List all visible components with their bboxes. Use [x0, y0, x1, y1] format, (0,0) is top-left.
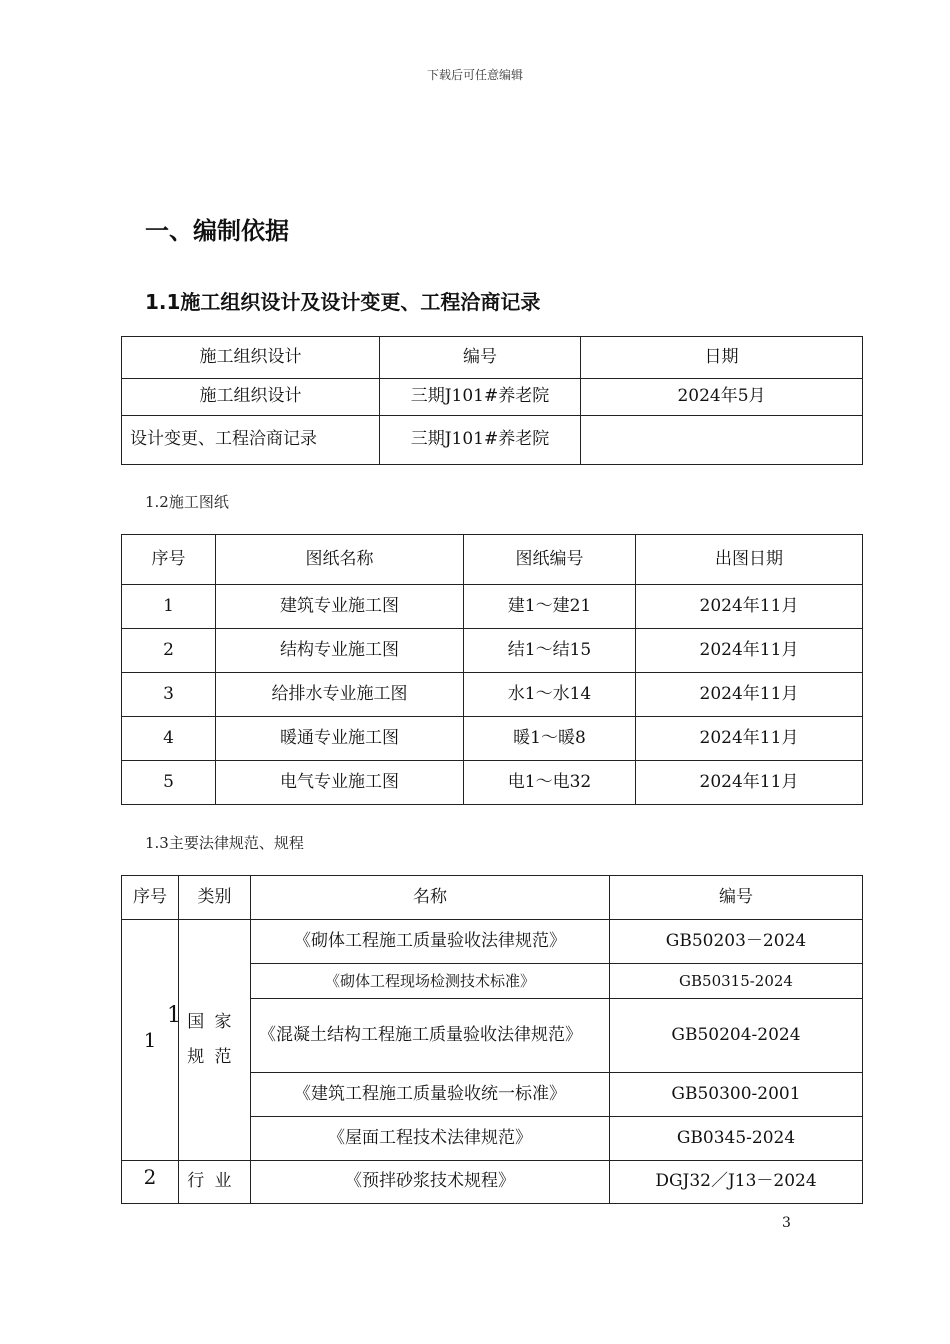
table-row: [122, 717, 863, 761]
table-row: [122, 585, 863, 629]
regulations-table: [121, 875, 863, 1204]
section-1-3-title: 1.3主要法律规范、规程: [145, 834, 304, 852]
table-cell: 结1～结15: [464, 629, 636, 673]
table-cell: 2024年11月: [636, 629, 863, 673]
table-cell: 3: [122, 673, 216, 717]
heading-1: 一、编制依据: [145, 217, 289, 245]
group-index: 2: [122, 1161, 179, 1204]
table-row: [122, 629, 863, 673]
section-1-2-title: 1.2施工图纸: [145, 493, 229, 511]
table-row: [122, 1161, 863, 1204]
group-index: 1: [122, 920, 179, 1161]
table-row: [122, 761, 863, 805]
category-line: 规范: [187, 1047, 242, 1067]
stray-number: 1: [167, 1003, 181, 1028]
table-cell: 三期J101#养老院: [380, 416, 581, 465]
table-cell: 1: [122, 585, 216, 629]
page-header: 下载后可任意编辑: [426, 68, 523, 82]
table-cell: 给排水专业施工图: [216, 673, 464, 717]
table-cell: 《屋面工程技术法律规范》: [251, 1117, 610, 1161]
category-cell: 行业: [179, 1161, 251, 1204]
header-cell: 图纸名称: [216, 535, 464, 585]
table-cell: 三期J101#养老院: [380, 379, 581, 416]
table-cell: 建1～建21: [464, 585, 636, 629]
table-cell: 2024年5月: [581, 379, 863, 416]
table-cell: 《建筑工程施工质量验收统一标准》: [251, 1073, 610, 1117]
header-cell: 序号: [122, 535, 216, 585]
table-cell: 施工组织设计: [122, 379, 380, 416]
table-cell: GB50204-2024: [610, 999, 863, 1073]
section-1-1-title: 1.1施工组织设计及设计变更、工程洽商记录: [145, 290, 541, 314]
table-cell: 《砌体工程现场检测技术标准》: [251, 964, 610, 999]
drawings-table: [121, 534, 863, 805]
table-cell: 电1～电32: [464, 761, 636, 805]
table-cell: 电气专业施工图: [216, 761, 464, 805]
header-cell: 编号: [380, 337, 581, 379]
table-cell: 2024年11月: [636, 717, 863, 761]
table-cell: GB0345-2024: [610, 1117, 863, 1161]
table-cell: 《砌体工程施工质量验收法律规范》: [251, 920, 610, 964]
table-cell: 《预拌砂浆技术规程》: [251, 1161, 610, 1204]
header-cell: 序号: [122, 876, 179, 920]
category-line: 国家: [187, 1011, 242, 1032]
table-cell: GB50315-2024: [610, 964, 863, 999]
table-cell: GB50300-2001: [610, 1073, 863, 1117]
table-row: [122, 920, 863, 964]
table-cell: 水1～水14: [464, 673, 636, 717]
category-cell: [179, 920, 251, 1161]
table-cell: 2: [122, 629, 216, 673]
table-cell: 4: [122, 717, 216, 761]
table-cell: 设计变更、工程洽商记录: [122, 416, 380, 465]
table-cell: 《混凝土结构工程施工质量验收法律规范》: [251, 999, 610, 1073]
table-cell: 暖1～暖8: [464, 717, 636, 761]
header-cell: 图纸编号: [464, 535, 636, 585]
table-cell: GB50203－2024: [610, 920, 863, 964]
header-cell: 施工组织设计: [122, 337, 380, 379]
construction-design-table: [121, 336, 863, 465]
header-cell: 类别: [179, 876, 251, 920]
table-cell: 2024年11月: [636, 673, 863, 717]
table-cell: 2024年11月: [636, 761, 863, 805]
table-cell: 2024年11月: [636, 585, 863, 629]
table-row: [122, 673, 863, 717]
header-cell: 名称: [251, 876, 610, 920]
header-cell: 出图日期: [636, 535, 863, 585]
table-cell: 5: [122, 761, 216, 805]
table-cell: DGJ32／J13－2024: [610, 1161, 863, 1204]
table-cell: [581, 416, 863, 465]
header-cell: 编号: [610, 876, 863, 920]
table-cell: 暖通专业施工图: [216, 717, 464, 761]
table-cell: 结构专业施工图: [216, 629, 464, 673]
header-cell: 日期: [581, 337, 863, 379]
page-number: 3: [782, 1215, 791, 1231]
table-cell: 建筑专业施工图: [216, 585, 464, 629]
